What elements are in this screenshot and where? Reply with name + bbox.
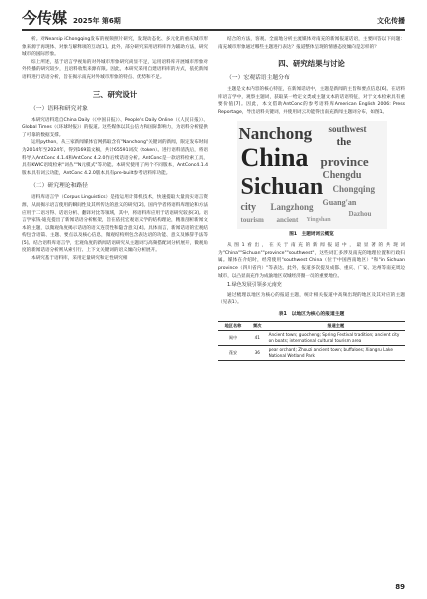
table-caption: 表1 以地区为核心的报道主题 [278, 311, 345, 317]
word-cloud-word: Sichuan [240, 173, 324, 200]
word-cloud-word: Chengdu [322, 169, 362, 181]
word-cloud-word: Chongqing [332, 183, 376, 194]
word-cloud-word: tourism [240, 215, 264, 224]
table-header: 频次 [248, 321, 267, 330]
word-cloud-word: Dazhou [348, 209, 372, 218]
section-heading: 四、研究结果与讨论 [278, 59, 345, 69]
body-paragraph: 本研究语料选自China Daily（《中国日报》）、People's Daily Online（《人民日报》）、Global Times（《环球时报》）的报道。这些媒体以其公信力和国际影响力，为语料分析提供了可靠的数据支撑。 [22, 117, 208, 138]
body-paragraph: 运用python，从三家新闻媒体官网抓取含有"Nanchong"关键词的新闻，限定发布时间为2014年至2024年，得到169篇文稿，共计65591词次（token）。进行语料清洗后，将语料导入AntConc 4.1.4和AntConc 4.2.0作后续话语分析。AntConc是一款语料检索工具，具有KWIC语境检索"词丛""N元模式"等功能。本研究使用了两个不同版本，AntConc4.1.4版本具有词云功能，AntConc 4.2.0版本具有pre-built参考语料库功能。 [22, 140, 208, 176]
header-rule [22, 29, 405, 31]
word-cloud-word: province [320, 153, 369, 169]
word-cloud-word: Guang'an [322, 197, 357, 207]
table-cell-region: 阆中 [218, 330, 248, 345]
subsection-heading: （二）研究理论和路径 [30, 183, 88, 190]
subsection-heading: （一）宏观话语主题分布 [226, 75, 290, 82]
word-cloud-word: southwest [328, 123, 367, 134]
figure-caption: 图1 主题词词云概览 [289, 231, 334, 237]
body-paragraph: 主题是文本内容的核心特征，在新闻话语中，主题是新闻的主旨和要点信息[6]。在语料库语言学中，观察主题词，获取某一给定文类或主题文本的话语特征，对于文本检索具有重要价值[7]。因此，本文借助AntConc的参考语料库American English 2006: Press Reportage，导出语料关键词，并使用词云功能得出南充新闻主题词分布，如图1。 [218, 87, 405, 115]
left-column [22, 36, 208, 263]
word-cloud-figure [237, 121, 387, 229]
section-heading: 三、研究设计 [92, 89, 138, 99]
word-cloud-word: city [240, 201, 257, 213]
word-cloud-word: China [240, 142, 309, 172]
word-cloud-word: Yingshan [306, 216, 331, 223]
topic-table [218, 321, 405, 361]
word-cloud-word: the [336, 135, 352, 148]
body-paragraph: 从图1看出，在关于南充的新闻报道中，最显著的共现词为"China""Sichuan""province""southwest"，这些词汇多涉及南充的地理位置和行政归属。媒体在介绍时，经常使用"southwest China（位于中国西南地区）"和"in Sichuan province（四川省内）"等表达。此外，报道多次提及成都、重庆、广安、达州等南充周边城市，以凸显南充作为成渝地区双城经济圈一员的重要地位。 [218, 243, 405, 279]
page-header [22, 6, 405, 28]
table-cell-frequency: 36 [248, 345, 267, 360]
table-header: 报道主题 [267, 321, 405, 330]
subsection-heading: （一）语料和研究对象 [30, 105, 88, 112]
body-paragraph: 结合的方法，客观、全面地分析主流媒体对南充的新闻报道话语，主要回答以下问题：南充城市形象通过哪些主题进行表达？报道整体呈现的情感态度倾向是怎样的？ [218, 37, 405, 50]
table-row [218, 330, 405, 345]
section-name: 文化传播 [377, 17, 405, 25]
subsection-heading: 1.绿色发展引领多元南充 [227, 282, 282, 289]
page-number: 89 [395, 583, 405, 591]
word-cloud-word: Langzhong [270, 201, 314, 212]
word-cloud-word: ancient [276, 215, 299, 224]
table-header: 地区名称 [218, 321, 248, 330]
body-paragraph: 本研究基于语料库，采用定量研究和定性研究相 [31, 256, 128, 262]
body-paragraph: 综上所述，基于语言学视角的对外城市形象研究尚显不足，运用语料库开展城市形象对外传播的研究较少，且语料收集来源有限。因此，本研究采用自建语料库的方式，依托新闻语料进行话语分析，旨在揭示南充对外城市形象的特点、优势和不足。 [22, 59, 208, 80]
table-row [218, 345, 405, 360]
journal-brand: 今传媒 [22, 9, 68, 27]
table-cell-frequency: 41 [248, 330, 267, 345]
body-paragraph: 通过梳理以地区为核心的报道主题，统计相关报道中高频出现的地区及其对应的主题（见表1）。 [218, 292, 405, 306]
table-cell-region: 蓬安 [218, 345, 248, 360]
journal-issue: 2025年 第6期 [73, 17, 121, 25]
body-paragraph: 析。对Nearsip iChongqing发布的视频照片研究，发现动态化、多元化的重庆城市形象来源于再现体、对象与解释项的互动[1]。此外，部分研究采用语料库作为辅助方法，研究城市的国际形象。 [22, 37, 208, 58]
header-left [22, 7, 121, 28]
table-cell-topic: Ancient town; guocheng; Spring Festival tradition; ancient city on boats; international cultural tourism area [267, 330, 405, 345]
word-cloud-word: Nanchong [238, 123, 313, 143]
right-column [218, 36, 405, 361]
table-header-row [218, 321, 405, 330]
body-paragraph: 语料库语言学（Corpus Linguistics）是指运用计算机技术，快速提取大量真实语言资源，从而揭示语言使用的瞬间性及其所传达的意义的研究[2]。国内学者将语料库理论和方法应用于二语习得、话语分析、翻译对比等领域，其中，将语料库应用于话语研究较多[3]。语言学家钱·迪克提出了新闻话语分析框架，旨在依托宏观语义学的结构理论，精准剖析新闻文本的主题，以微观角度揭示话语的语义连贯性和隐含意义[4]。具体而言，新闻话语的宏观结构包含语篇、主题、要点以及核心信息，微观结构则包含表达语的功能、意义及修辞手法等[5]。结合语料库语言学，宏观角度的新闻话语研究从主题词与高频搭配词分析展开，微观角度的新闻话语分析则从索引行、上下文关键词的语义倾向分析展开。 [22, 195, 208, 254]
table-cell-topic: pear orchard; Zhouzi ancient town; buffaloes; Xiangru Lake National Wetland Park [267, 345, 405, 360]
